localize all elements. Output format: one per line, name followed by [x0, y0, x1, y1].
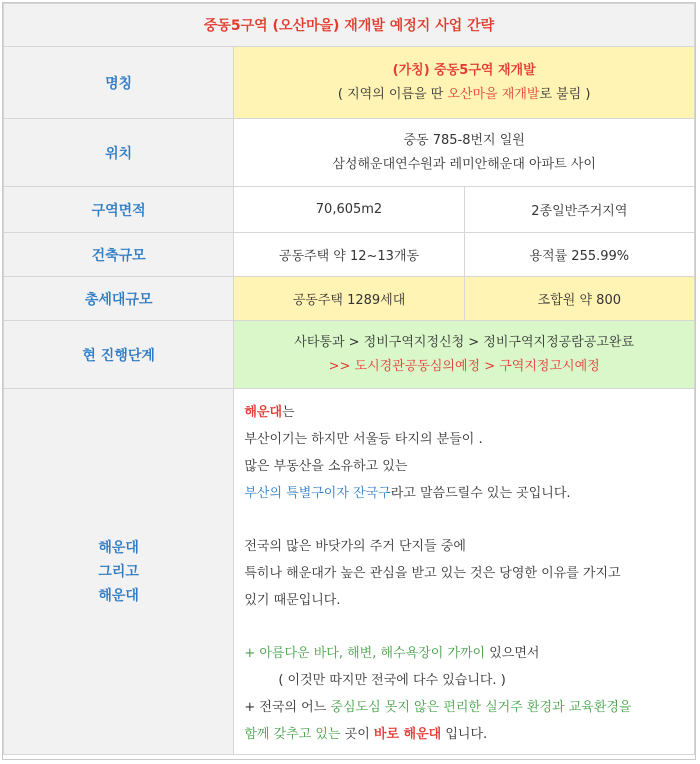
label-location: 위치: [4, 119, 234, 187]
desc-line3: 많은 부동산을 소유하고 있는: [244, 459, 408, 474]
location-line1: 중동 785-8번지 일원: [403, 132, 525, 148]
desc-line4-highlight: 부산의 특별구이자 잔국구: [244, 486, 391, 501]
label-stage: 현 진행단계: [4, 321, 234, 389]
summary-table: [3, 3, 695, 755]
stage-line1: 사타통과 > 정비구역지정신청 > 정비구역지정공람공고완료: [294, 334, 635, 350]
label-households: 총세대규모: [4, 277, 234, 321]
desc-line6: 특히나 해운대가 높은 관심을 받고 있는 것은 당영한 이유를 가지고: [244, 566, 621, 581]
households-value: 공동주택 1289세대: [234, 277, 464, 321]
value-stage: [234, 321, 695, 389]
desc-line11-highlight: 함께 갖추고 있는: [244, 727, 341, 742]
zoning-value: 2종일반주거지역: [464, 187, 694, 233]
desc-spacer2: [244, 614, 694, 640]
desc-line4-rest: 라고 말씀드릴수 있는 곳입니다.: [390, 486, 571, 501]
desc-line7: 있기 때문입니다.: [244, 593, 341, 608]
desc-line10-highlight: 중심도심 못지 않은 편리한 실거주 환경과 교육환경을: [330, 700, 632, 715]
label-name: 명칭: [4, 47, 234, 119]
haeundae-description: [234, 389, 695, 755]
haeundae-label-line1: 해운대: [98, 539, 139, 556]
desc-line10-pre: + 전국의 어느: [244, 700, 331, 715]
desc-line8: [244, 640, 694, 667]
desc-line1: [244, 399, 694, 426]
area-value: 70,605m2: [234, 187, 464, 233]
name-line2-highlight: 오산마을 재개발: [447, 86, 540, 102]
desc-line9: ( 이것만 따지만 전국에 다수 있습니다. ): [278, 673, 506, 688]
desc-line1-rest: 는: [282, 405, 295, 420]
haeundae-label-line2: 그리고: [98, 563, 139, 580]
label-area: 구역면적: [4, 187, 234, 233]
name-line2: [234, 83, 694, 107]
desc-line11-mid: 곳이: [340, 727, 374, 742]
desc-line11: [244, 721, 694, 748]
name-line1: (가칭) 중동5구역 재개발: [392, 62, 536, 78]
stage-line2: >> 도시경관공동심의예정 > 구역지정고시예정: [328, 358, 600, 374]
desc-line8-highlight: + 아름다운 바다, 해변, 해수욕장이 가까이: [244, 646, 486, 661]
label-haeundae: [4, 389, 234, 755]
value-location: [234, 119, 695, 187]
desc-spacer1: [244, 507, 694, 533]
desc-line11-post: 입니다.: [441, 727, 488, 742]
floor-area-ratio-value: 용적률 255.99%: [464, 233, 694, 277]
value-name: [234, 47, 695, 119]
desc-line4: [244, 480, 694, 507]
name-line2-pre: ( 지역의 이름을 딴: [337, 86, 448, 102]
desc-line1-highlight: 해운대: [244, 405, 283, 420]
name-line2-post: 로 불림 ): [539, 86, 591, 102]
desc-line2: 부산이기는 하지만 서울등 타지의 분들이 .: [244, 432, 483, 447]
building-count-value: 공동주택 약 12~13개동: [234, 233, 464, 277]
haeundae-label-line3: 해운대: [98, 587, 139, 604]
members-value: 조합원 약 800: [464, 277, 694, 321]
location-line2: 삼성해운대연수원과 레미안해운대 아파트 사이: [332, 156, 596, 172]
desc-line8-rest: 있으면서: [485, 646, 540, 661]
table-title: 중동5구역 (오산마을) 재개발 예정지 사업 간략: [4, 4, 695, 47]
label-scale: 건축규모: [4, 233, 234, 277]
desc-line11-red: 바로 해운대: [373, 727, 442, 742]
summary-table-frame: [2, 2, 696, 760]
desc-line10: [244, 694, 694, 721]
desc-line5: 전국의 많은 바닷가의 주거 단지들 중에: [244, 539, 466, 554]
